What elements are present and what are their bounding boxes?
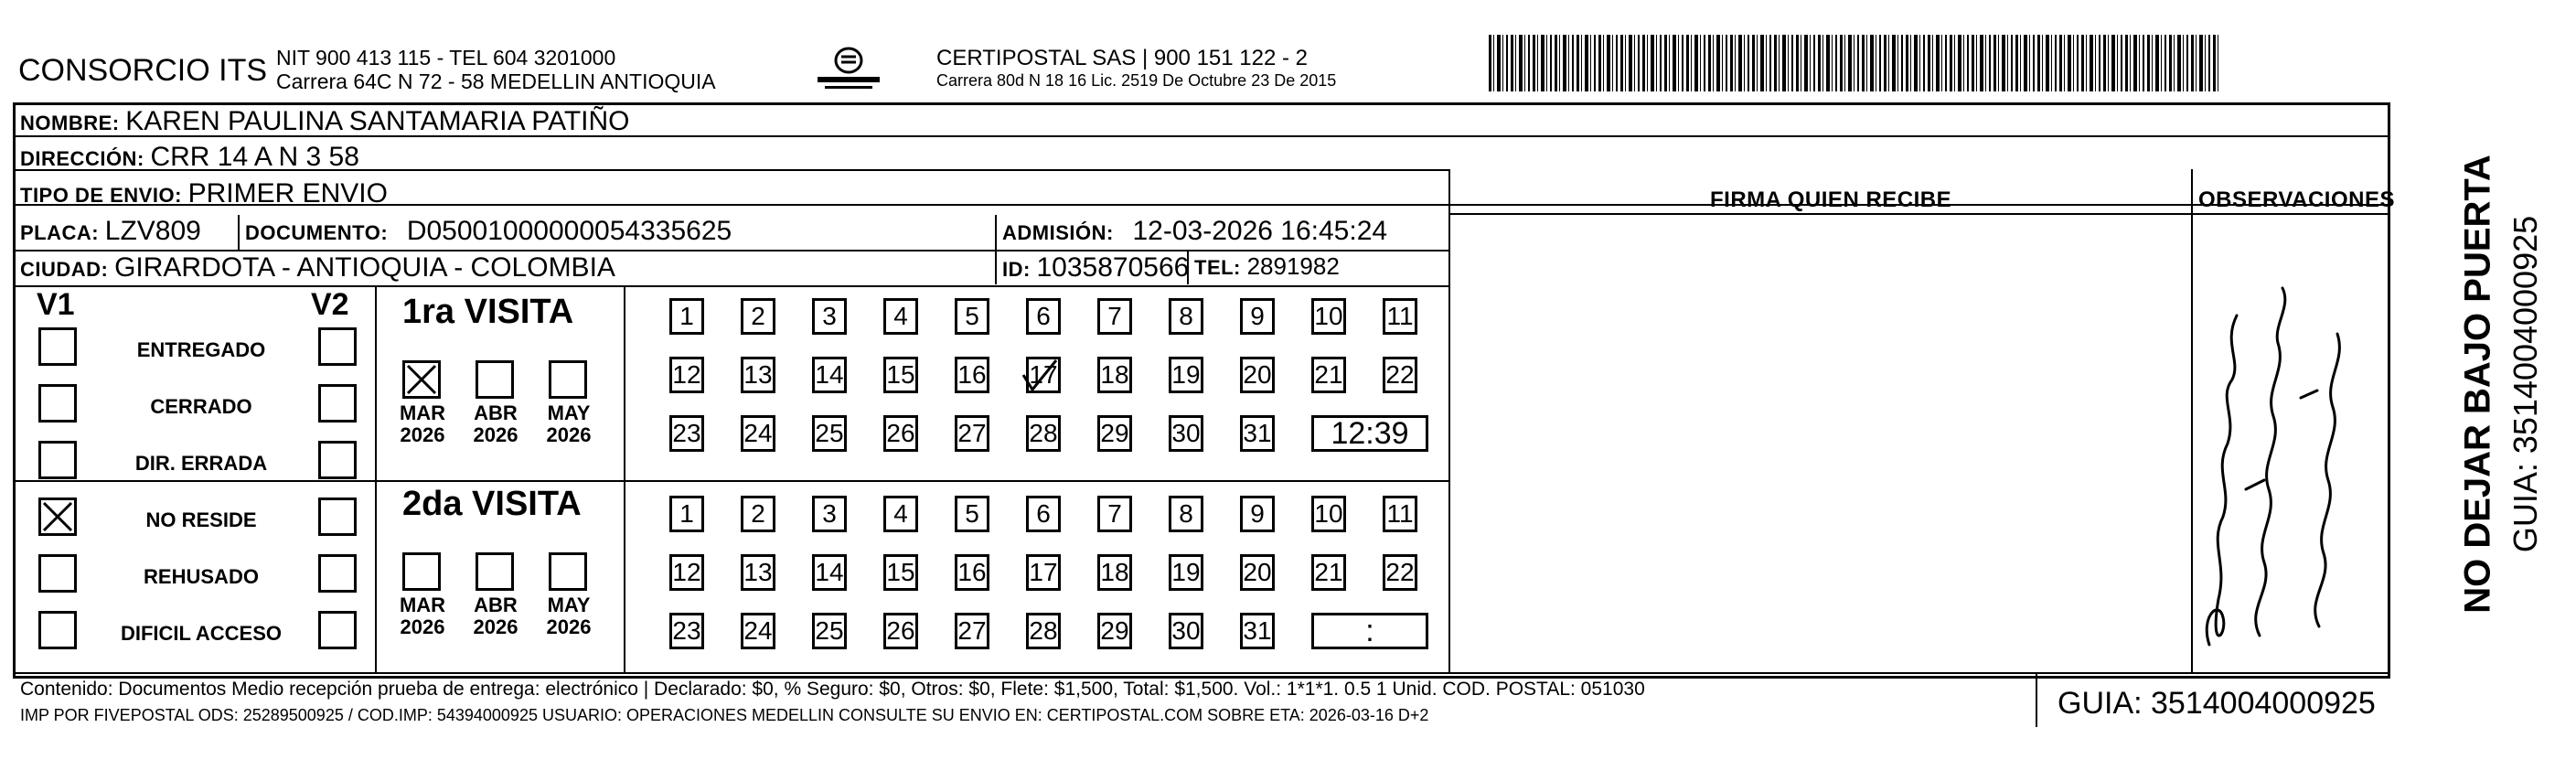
day-box[interactable]: 11: [1383, 298, 1417, 335]
day-box[interactable]: 11: [1383, 496, 1417, 532]
day-box[interactable]: 15: [883, 357, 918, 393]
id-label: ID:: [1002, 258, 1031, 281]
day-box[interactable]: 19: [1169, 357, 1203, 393]
firma-label: FIRMA QUIEN RECIBE: [1710, 187, 1952, 212]
day-box[interactable]: 28: [1026, 613, 1061, 649]
month-checkbox[interactable]: [549, 552, 587, 591]
v2-label: V2: [311, 287, 349, 322]
time-box[interactable]: 12:39: [1311, 415, 1428, 452]
day-box[interactable]: 24: [741, 613, 775, 649]
day-box[interactable]: 25: [812, 613, 847, 649]
day-box[interactable]: 29: [1097, 613, 1132, 649]
placa-label: PLACA:: [20, 221, 100, 244]
observaciones-label: OBSERVACIONES: [2198, 187, 2395, 212]
barcode: [1489, 35, 2220, 91]
day-box[interactable]: 2: [741, 298, 775, 335]
day-box[interactable]: 20: [1240, 357, 1275, 393]
v2-checkbox[interactable]: [318, 497, 357, 536]
day-box[interactable]: 17: [1026, 357, 1061, 393]
v2-checkbox[interactable]: [318, 554, 357, 593]
day-box[interactable]: 18: [1097, 357, 1132, 393]
day-box[interactable]: 1: [669, 298, 704, 335]
day-box[interactable]: 9: [1240, 496, 1275, 532]
v2-checkbox[interactable]: [318, 327, 357, 366]
day-box[interactable]: 23: [669, 613, 704, 649]
tel-label: TEL:: [1194, 256, 1241, 279]
day-box[interactable]: 25: [812, 415, 847, 452]
v2-checkbox[interactable]: [318, 384, 357, 423]
footer-guia: GUIA: 3514004000925: [2058, 686, 2376, 721]
status-label: ENTREGADO: [136, 338, 266, 361]
time-box[interactable]: :: [1311, 613, 1428, 649]
admision-field: [1002, 216, 1387, 247]
day-box[interactable]: 22: [1383, 357, 1417, 393]
status-label: NO RESIDE: [145, 508, 257, 531]
v1-label: V1: [37, 287, 75, 322]
id-value: 1035870566: [1036, 252, 1190, 283]
tel-value: 2891982: [1246, 252, 1340, 280]
company-address: Carrera 64C N 72 - 58 MEDELLIN ANTIOQUIA: [276, 70, 716, 93]
day-box[interactable]: 21: [1311, 554, 1346, 591]
month-checkbox[interactable]: [476, 552, 514, 591]
day-box[interactable]: 3: [812, 496, 847, 532]
month-label: ABR 2026: [473, 401, 518, 446]
certipostal-address: Carrera 80d N 18 16 Lic. 2519 De Octubre 23 De 2015: [936, 71, 1337, 90]
day-box[interactable]: 31: [1240, 613, 1275, 649]
v1-checkbox[interactable]: [38, 327, 77, 366]
side-guia: GUIA: 3514004000925: [2507, 215, 2544, 553]
month-label: MAR 2026: [399, 401, 446, 446]
day-box[interactable]: 8: [1169, 298, 1203, 335]
day-box[interactable]: 5: [955, 298, 989, 335]
day-box[interactable]: 9: [1240, 298, 1275, 335]
month-checkbox[interactable]: [402, 360, 441, 399]
v1-checkbox[interactable]: [38, 441, 77, 479]
day-box[interactable]: 10: [1311, 298, 1346, 335]
ciudad-label: CIUDAD:: [20, 258, 109, 281]
day-box[interactable]: 27: [955, 613, 989, 649]
day-box[interactable]: 26: [883, 613, 918, 649]
day-box[interactable]: 13: [741, 357, 775, 393]
day-box[interactable]: 6: [1026, 496, 1061, 532]
day-box[interactable]: 14: [812, 357, 847, 393]
day-box[interactable]: 6: [1026, 298, 1061, 335]
day-box[interactable]: 8: [1169, 496, 1203, 532]
day-box[interactable]: 12: [669, 357, 704, 393]
day-box[interactable]: 30: [1169, 613, 1203, 649]
id-field: [1002, 252, 1189, 284]
nit-line: NIT 900 413 115 - TEL 604 3201000: [276, 46, 616, 70]
day-box[interactable]: 15: [883, 554, 918, 591]
placa-value: LZV809: [104, 216, 201, 246]
status-label: DIR. ERRADA: [134, 452, 268, 475]
month-label: MAY 2026: [546, 594, 592, 638]
direccion-label: DIRECCIÓN:: [20, 147, 144, 170]
v2-checkbox[interactable]: [318, 441, 357, 479]
day-box[interactable]: 31: [1240, 415, 1275, 452]
day-box[interactable]: 4: [883, 496, 918, 532]
placa-field: [20, 216, 201, 247]
day-box[interactable]: 22: [1383, 554, 1417, 591]
status-label: CERRADO: [150, 395, 252, 418]
day-box[interactable]: 19: [1169, 554, 1203, 591]
day-box[interactable]: 7: [1097, 298, 1132, 335]
day-box[interactable]: 2: [741, 496, 775, 532]
month-checkbox[interactable]: [402, 552, 441, 591]
direccion-value: CRR 14 A N 3 58: [150, 142, 359, 172]
ciudad-field: [20, 252, 615, 284]
tel-field: [1194, 252, 1340, 281]
footer-line1: Contenido: Documentos Medio recepción prueba de entrega: electrónico | Declarado: $0, % Seguro: $0, Otros: $0, Flete: $1,500, Total: $1,500. Vol.: 1*1*1. 0.5 1 Unid. COD. POSTAL: 051030: [20, 679, 1645, 700]
company-name: CONSORCIO ITS: [18, 53, 268, 88]
day-box[interactable]: 12: [669, 554, 704, 591]
day-box[interactable]: 21: [1311, 357, 1346, 393]
ciudad-value: GIRARDOTA - ANTIOQUIA - COLOMBIA: [114, 252, 615, 283]
day-box[interactable]: 29: [1097, 415, 1132, 452]
day-box[interactable]: 27: [955, 415, 989, 452]
admision-label: ADMISIÓN:: [1002, 221, 1114, 244]
day-box[interactable]: 3: [812, 298, 847, 335]
day-box[interactable]: 5: [955, 496, 989, 532]
day-box[interactable]: 16: [955, 554, 989, 591]
day-box[interactable]: 30: [1169, 415, 1203, 452]
day-box[interactable]: 4: [883, 298, 918, 335]
tipo-row: [20, 178, 388, 209]
month-checkbox[interactable]: [476, 360, 514, 399]
v1-checkbox[interactable]: [38, 554, 77, 593]
day-box[interactable]: 23: [669, 415, 704, 452]
month-label: MAY 2026: [546, 401, 592, 446]
certipostal-logo: [814, 44, 883, 93]
direccion-row: [20, 142, 359, 173]
documento-value: D05001000000054335625: [406, 216, 732, 246]
side-title: NO DEJAR BAJO PUERTA: [2457, 155, 2498, 614]
day-box[interactable]: 10: [1311, 496, 1346, 532]
day-box[interactable]: 16: [955, 357, 989, 393]
status-label: REHUSADO: [144, 565, 259, 588]
day-box[interactable]: 7: [1097, 496, 1132, 532]
visit2-title: 2da VISITA: [402, 485, 582, 523]
day-box[interactable]: 18: [1097, 554, 1132, 591]
handwritten-observaciones: [2191, 215, 2392, 672]
nombre-label: NOMBRE:: [20, 112, 120, 134]
tipo-value: PRIMER ENVIO: [187, 178, 388, 209]
tipo-label: TIPO DE ENVIO:: [20, 184, 182, 207]
v1-checkbox[interactable]: [38, 611, 77, 649]
nombre-row: [20, 106, 630, 137]
certipostal-line: CERTIPOSTAL SAS | 900 151 122 - 2: [936, 46, 1308, 70]
day-box[interactable]: 28: [1026, 415, 1061, 452]
month-checkbox[interactable]: [549, 360, 587, 399]
v1-checkbox[interactable]: [38, 497, 77, 536]
visit1-title: 1ra VISITA: [402, 293, 574, 331]
nombre-value: KAREN PAULINA SANTAMARIA PATIÑO: [125, 106, 630, 136]
status-label: DIFICIL ACCESO: [120, 622, 282, 645]
day-box[interactable]: 26: [883, 415, 918, 452]
day-box[interactable]: 17: [1026, 554, 1061, 591]
month-label: MAR 2026: [399, 594, 446, 638]
footer-line2: IMP POR FIVEPOSTAL ODS: 25289500925 / COD.IMP: 54394000925 USUARIO: OPERACIONES MEDELLIN CONSULTE SU ENVIO EN: CERTIPOSTAL.COM SOBRE ETA: 2026-03-16 D+2: [20, 706, 1429, 724]
admision-value: 12-03-2026 16:45:24: [1132, 216, 1388, 246]
day-box[interactable]: 1: [669, 496, 704, 532]
v1-checkbox[interactable]: [38, 384, 77, 423]
day-box[interactable]: 13: [741, 554, 775, 591]
documento-field: [245, 216, 732, 247]
day-box[interactable]: 24: [741, 415, 775, 452]
month-label: ABR 2026: [473, 594, 518, 638]
day-box[interactable]: 20: [1240, 554, 1275, 591]
documento-label: DOCUMENTO:: [245, 221, 389, 244]
day-box[interactable]: 14: [812, 554, 847, 591]
v2-checkbox[interactable]: [318, 611, 357, 649]
